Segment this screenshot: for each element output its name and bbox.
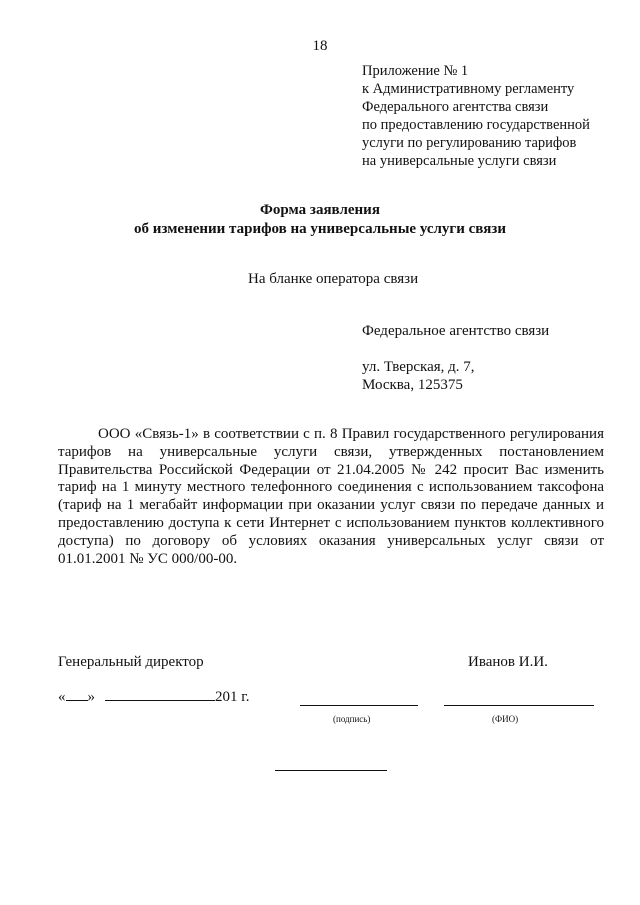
signature-line [300, 705, 418, 706]
annex-line: Приложение № 1 [362, 63, 469, 79]
application-body: ООО «Связь-1» в соответствии с п. 8 Правил государственного регулирования тарифов на универсальные услуги связи, утвержденных постановлением Правительства Российской Федерации от 21.04.2005 № 242 просит Вас изменить тариф на 1 минуту местного телефонного соединения с использованием таксофона (тариф на 1 мегабайт информации при оказании услуг связи по передаче данных и предоставлению доступа к сети Интернет с использованием пунктов коллективного доступа) по договору об условиях оказания универсальных услуг связи от 01.01.2001 № УС 000/00-00. [58, 426, 604, 567]
letterhead-note: На бланке оператора связи [248, 271, 419, 287]
recipient-street: ул. Тверская, д. 7, [362, 359, 475, 375]
signer-position: Генеральный директор [58, 654, 204, 670]
annex-line: услуги по регулированию тарифов [362, 135, 577, 151]
day-blank [66, 688, 88, 701]
signature-caption: (подпись) [333, 714, 371, 724]
recipient-city: Москва, 125375 [362, 377, 463, 393]
form-title-line-1: Форма заявления [260, 202, 380, 218]
annex-header [362, 62, 632, 170]
date-year: 201 г. [215, 689, 250, 705]
date-open-quote: « [58, 689, 66, 705]
annex-line: к Административному регламенту [362, 81, 575, 97]
date-close-quote: » [87, 689, 95, 705]
date-line [58, 688, 249, 706]
recipient-block [362, 322, 549, 394]
annex-line: Федерального агентства связи [362, 99, 549, 115]
page-number: 18 [312, 38, 328, 54]
annex-line: на универсальные услуги связи [362, 153, 557, 169]
form-title [0, 201, 640, 239]
bottom-rule [275, 770, 387, 771]
form-title-line-2: об изменении тарифов на универсальные услуги связи [134, 221, 506, 237]
recipient-org: Федеральное агентство связи [362, 323, 550, 339]
fio-caption: (ФИО) [492, 714, 519, 724]
fio-line [444, 705, 594, 706]
month-blank [105, 688, 215, 701]
signer-name: Иванов И.И. [468, 654, 548, 670]
annex-line: по предоставлению государственной [362, 117, 590, 133]
